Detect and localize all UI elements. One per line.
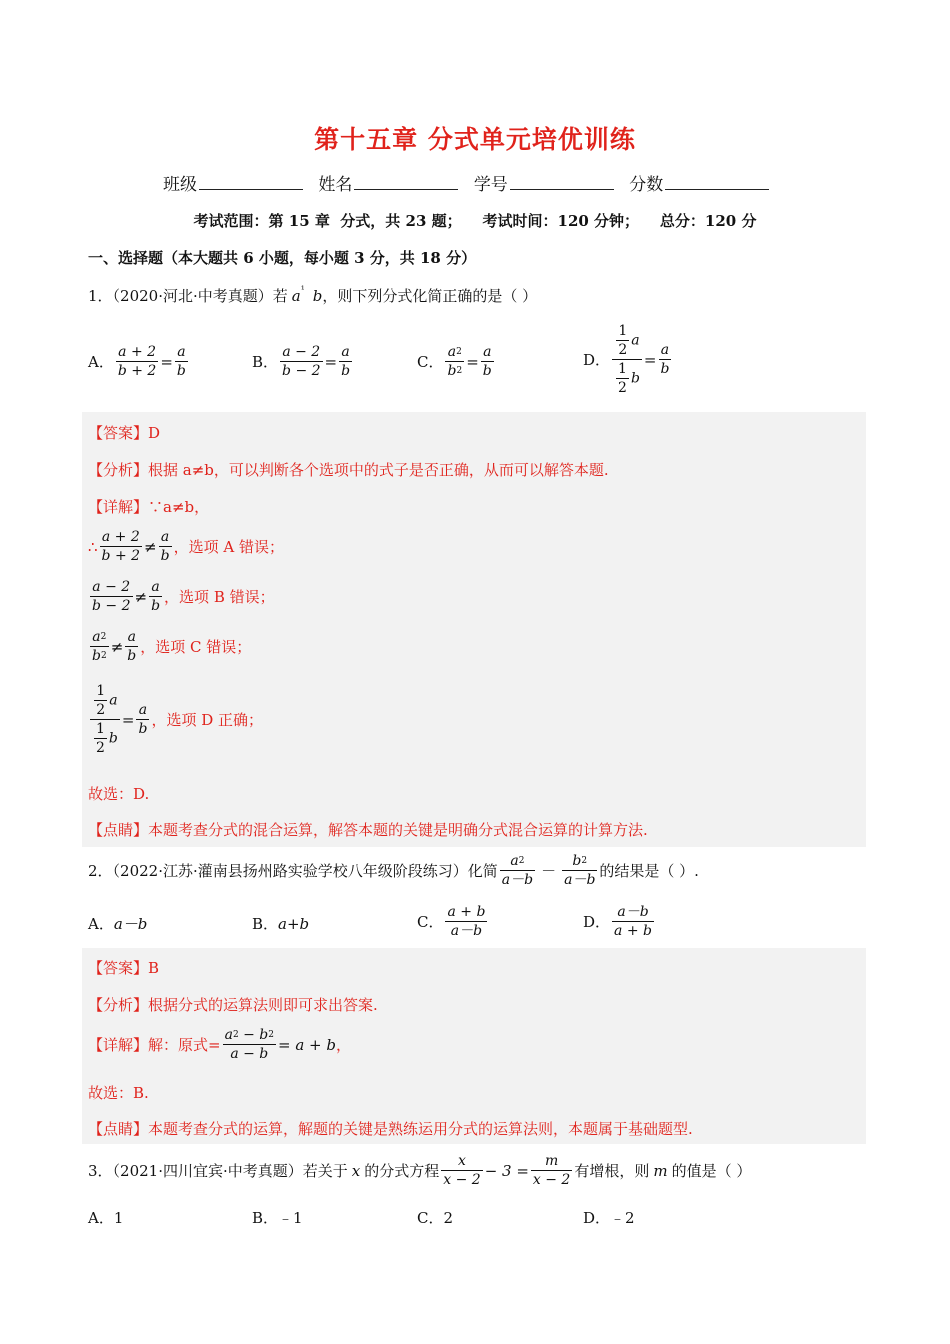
- q1-option-b[interactable]: B． $\frac{a - 2}{b - 2}$ = $\frac{a}{b}$: [252, 344, 351, 379]
- q2-option-c[interactable]: C． $\frac{a + b}{a-b}$: [417, 904, 486, 939]
- q2-option-a[interactable]: A． a－b: [88, 915, 148, 933]
- id-blank[interactable]: [510, 175, 614, 190]
- score-blank[interactable]: [665, 175, 769, 190]
- q1-detail-line-c: $\frac{a^2}{b^2}$ ≠ $\frac{a}{b}$ ，选项 C 错误；: [92, 629, 252, 664]
- id-label: 学号: [473, 175, 508, 195]
- question-1-stem: 1．（2020·河北·中考真题）若 $a^{^1}$ b，则下列分式化简正确的是（ ）: [88, 285, 538, 305]
- q2-option-b[interactable]: B． a+b: [252, 914, 310, 933]
- q2-comment: 【点睛】本题考查分式的运算，解题的关键是熟练运用分式的运算法则，本题属于基础题型.: [88, 1120, 693, 1138]
- question-2-stem: 2．（2022·江苏·灌南县扬州路实验学校八年级阶段练习）化简 $\frac{a^2}{a-b}$ － $\frac{b^2}{a-b}$ 的结果是（ ）.: [88, 853, 699, 888]
- q1-choice: 故选：D.: [88, 785, 150, 803]
- class-label: 班级: [163, 175, 197, 195]
- q1-option-c[interactable]: C． $\frac{a^2}{b^2}$ = $\frac{a}{b}$: [417, 344, 492, 379]
- section-heading: 一、选择题（本大题共 6 小题，每小题 3 分，共 18 分）: [88, 249, 477, 267]
- name-blank[interactable]: [354, 175, 458, 190]
- q3-option-a[interactable]: A． 1: [88, 1208, 124, 1227]
- q1-detail-head: 【详解】∵a≠b，: [88, 498, 210, 516]
- name-label: 姓名: [318, 175, 353, 195]
- q1-detail-line-a: ∴ $\frac{a + 2}{b + 2}$ ≠ $\frac{a}{b}$ ，选项 A 错误；: [88, 529, 284, 564]
- exam-scope: 考试范围：第 15 章 分式，共 23 题； 考试时间：120 分钟； 总分：120 分: [193, 212, 757, 230]
- question-3-stem: 3．（2021·四川宜宾·中考真题）若关于 x 的分式方程 $\frac{x}{x - 2}$ − 3 = $\frac{m}{x - 2}$ 有增根，则 m 的值是（ ）: [88, 1153, 752, 1188]
- q1-answer: 【答案】D: [88, 424, 161, 442]
- q2-detail: 【详解】解：原式= $\frac{a^2 - b^2}{a - b}$ = a + b ，: [88, 1027, 352, 1062]
- q2-analysis: 【分析】根据分式的运算法则即可求出答案.: [88, 996, 378, 1014]
- q1-comment: 【点睛】本题考查分式的混合运算，解答本题的关键是明确分式混合运算的计算方法.: [88, 821, 648, 839]
- q1-analysis: 【分析】根据 a≠b，可以判断各个选项中的式子是否正确，从而可以解答本题.: [88, 461, 609, 479]
- q1-detail-line-d: $\frac{1}{2}$ a $\frac{1}{2}$ b = $\frac{a}{b}$ ，选项 D 正确；: [88, 682, 263, 757]
- student-info-row: [163, 170, 779, 195]
- q1-option-a[interactable]: A． $\frac{a + 2}{b + 2}$ = $\frac{a}{b}$: [88, 344, 186, 379]
- q3-option-b[interactable]: B． ﹣1: [252, 1209, 303, 1227]
- page-title: 第十五章 分式单元培优训练: [314, 125, 636, 154]
- q3-option-d[interactable]: D． ﹣2: [583, 1209, 635, 1227]
- q1-detail-line-b: $\frac{a - 2}{b - 2}$ ≠ $\frac{a}{b}$ ，选项 B 错误；: [92, 579, 275, 614]
- q3-option-c[interactable]: C． 2: [417, 1208, 454, 1227]
- class-blank[interactable]: [199, 175, 303, 190]
- q2-choice: 故选：B.: [88, 1084, 149, 1102]
- q2-answer: 【答案】B: [88, 959, 160, 977]
- q1-option-d[interactable]: D． $\frac{1}{2}$ a $\frac{1}{2}$ b = $\frac{a}{b}$: [583, 323, 670, 396]
- q2-option-d[interactable]: D． $\frac{a-b}{a + b}$: [583, 904, 652, 939]
- score-label: 分数: [629, 175, 664, 195]
